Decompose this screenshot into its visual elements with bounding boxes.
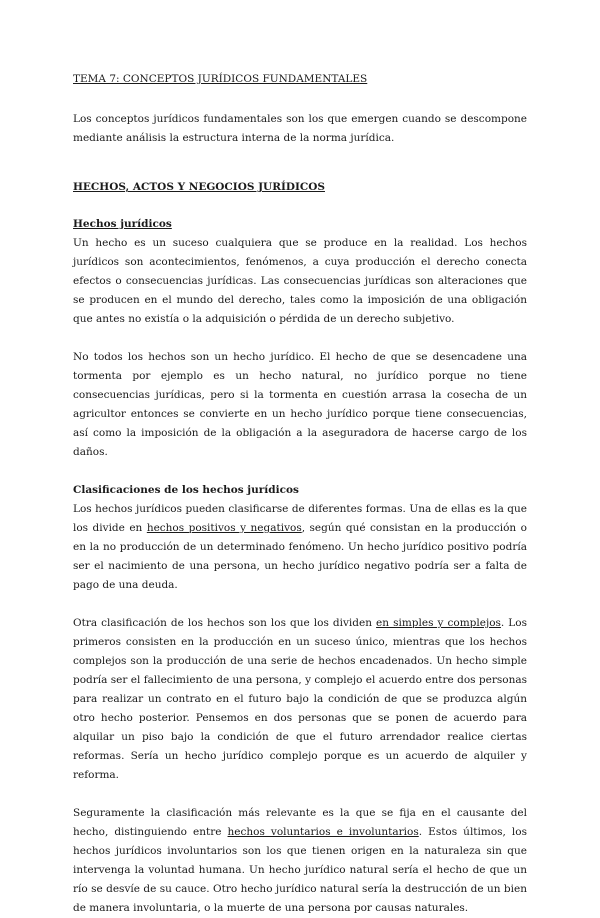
hechos-paragraph-2: No todos los hechos son un hecho jurídico. El hecho de que se desencadene una tormenta por ejemplo es un hecho natural, no jurídico porque no tiene consecuencias jurídicas, pero si la tormenta en cuestión arrasa la cosecha de un agricultor entonces se convierte en un hecho jurídico porque tiene consecuencias, así como la imposición de la obligación a la aseguradora de hacerse cargo de los daños. [73,351,527,458]
section-title: HECHOS, ACTOS Y NEGOCIOS JURÍDICOS [73,181,325,193]
text-segment: , según qué consistan en la producción o en la no producción de un determinado fenómeno. Un hecho jurídico positivo podría ser el nacimiento de una persona, un hecho jurídico negativo podría ser a falta de pago de una deuda. [73,522,527,591]
clasificaciones-paragraph-1 [73,500,527,595]
underlined-term-voluntarios-involuntarios: hechos voluntarios e involuntarios [227,826,419,838]
doc-title: TEMA 7: CONCEPTOS JURÍDICOS FUNDAMENTALES [73,73,368,85]
clasificaciones-paragraph-2 [73,614,527,785]
heading-hechos-juridicos: Hechos jurídicos [73,218,172,230]
clasificaciones-paragraph-3 [73,804,527,918]
text-segment: Seguramente la clasificación más relevante es la que se fija en el causante del hecho, distinguiendo entre [73,807,527,838]
hechos-paragraph-1: Un hecho es un suceso cualquiera que se produce en la realidad. Los hechos jurídicos son acontecimientos, fenómenos, a cuya producción el derecho conecta efectos o consecuencias jurídicas. Las consecuencias jurídicas son alteraciones que se producen en el mundo del derecho, tales como la imposición de una obligación que antes no existía o la adquisición o pérdida de un derecho subjetivo. [73,237,527,325]
underlined-term-simples-complejos: en simples y complejos [376,617,501,629]
heading-clasificaciones: Clasificaciones de los hechos jurídicos [73,484,299,496]
intro-paragraph: Los conceptos jurídicos fundamentales son los que emergen cuando se descompone mediante análisis la estructura interna de la norma jurídica. [73,113,527,144]
text-segment: . Estos últimos, los hechos jurídicos involuntarios son los que tienen origen en la naturaleza sin que intervenga la voluntad humana. Un hecho jurídico natural sería el hecho de que un río se desvíe de su cauce. Otro hecho jurídico natural sería la destrucción de un bien de manera involuntaria, o la muerte de una persona por causas naturales. [73,826,528,914]
text-segment: . Los primeros consisten en la producción en un suceso único, mientras que los hechos complejos son la producción de una serie de hechos encadenados. Un hecho simple podría ser el fallecimiento de una persona, y complejo el acuerdo entre dos personas para realizar un contrato en el futuro bajo la condición de que se produzca algún otro hecho posterior. Pensemos en dos personas que se ponen de acuerdo para alquilar un piso bajo la condición de que el futuro arrendador realice ciertas reformas. Sería un hecho jurídico complejo porque es un acuerdo de alquiler y reforma. [73,617,527,781]
underlined-term-positivos-negativos: hechos positivos y negativos [146,522,302,534]
text-segment: Otra clasificación de los hechos son los que los dividen [73,617,377,629]
text-segment: Los hechos jurídicos pueden clasificarse de diferentes formas. Una de ellas es la que los divide en [73,503,527,534]
